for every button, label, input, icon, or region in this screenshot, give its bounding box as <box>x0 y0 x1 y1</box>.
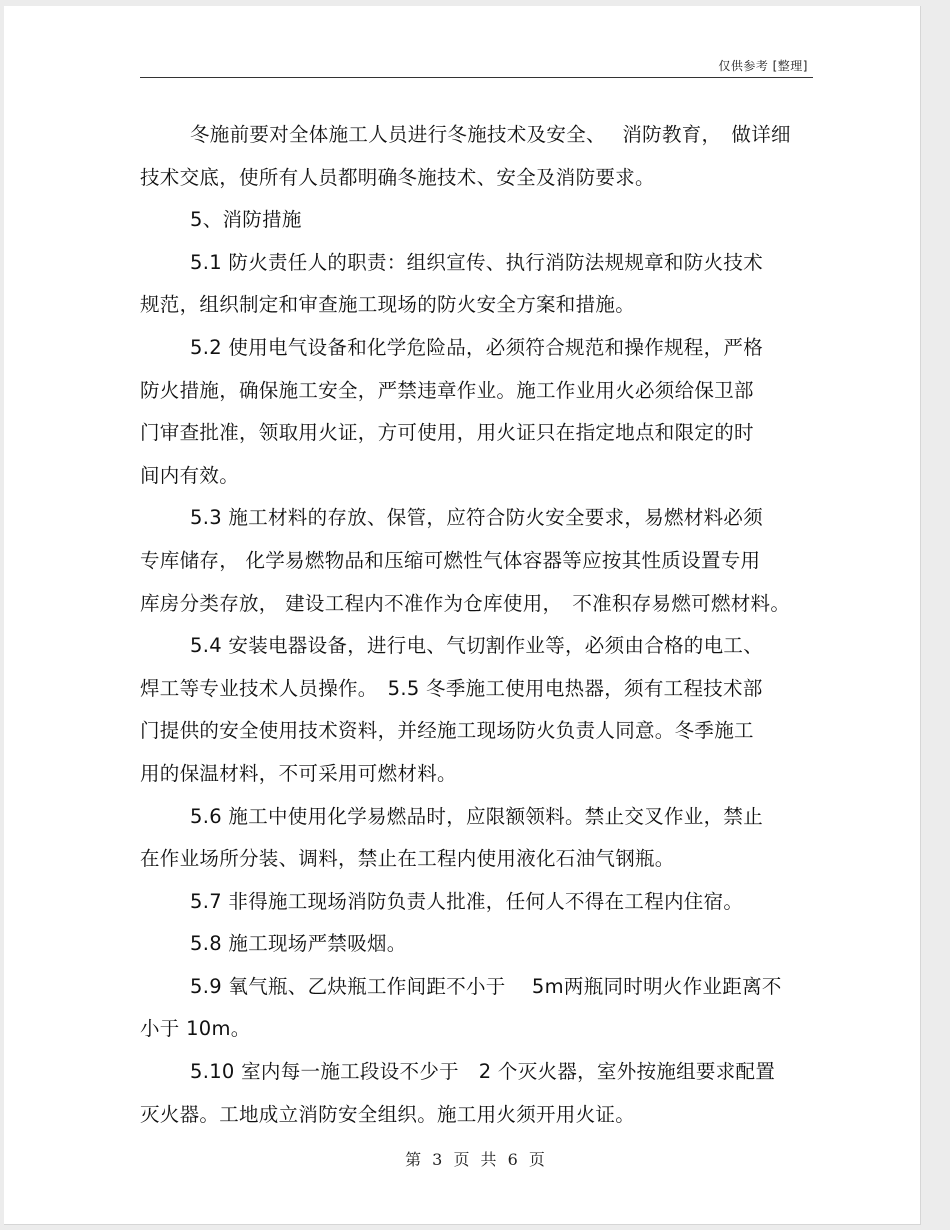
paragraph-line: 5.9 氧气瓶、乙炔瓶工作间距不小于 5m两瓶同时明火作业距离不 <box>190 974 782 998</box>
paragraph-line: 灭火器。工地成立消防安全组织。施工用火须开用火证。 <box>140 1102 636 1126</box>
paragraph-line: 5.3 施工材料的存放、保管，应符合防火安全要求，易燃材料必须 <box>190 506 764 530</box>
header-note: 仅供参考 [整理] <box>718 59 808 73</box>
paragraph-line: 门提供的安全使用技术资料，并经施工现场防火负责人同意。冬季施工 <box>140 719 754 743</box>
paragraph-line: 技术交底，使所有人员都明确冬施技术、安全及消防要求。 <box>140 165 655 189</box>
document-page <box>4 6 921 1225</box>
paragraph-line: 5.10 室内每一施工段设不少于 2 个灭火器，室外按施组要求配置 <box>190 1060 776 1084</box>
paragraph-line: 焊工等专业技术人员操作。 5.5 冬季施工使用电热器，须有工程技术部 <box>140 676 763 700</box>
page-number-footer: 第 3 页 共 6 页 <box>405 1150 545 1169</box>
paragraph-line: 5.6 施工中使用化学易燃品时，应限额领料。禁止交叉作业，禁止 <box>190 804 764 828</box>
paragraph-line: 5.8 施工现场严禁吸烟。 <box>190 932 407 956</box>
paragraph-line: 用的保温材料，不可采用可燃材料。 <box>140 761 457 785</box>
paragraph-line: 在作业场所分装、调料，禁止在工程内使用液化石油气钢瓶。 <box>140 847 675 871</box>
header-divider <box>140 77 813 78</box>
paragraph-line: 5.2 使用电气设备和化学危险品，必须符合规范和操作规程，严格 <box>190 335 764 359</box>
paragraph-line: 规范，组织制定和审查施工现场的防火安全方案和措施。 <box>140 293 636 317</box>
paragraph-line: 5.1 防火责任人的职责：组织宣传、执行消防法规规章和防火技术 <box>190 250 764 274</box>
paragraph-line: 间内有效。 <box>140 463 240 487</box>
paragraph-line: 小于 10m。 <box>140 1017 251 1041</box>
document-body <box>140 114 820 1136</box>
paragraph-line: 防火措施，确保施工安全，严禁违章作业。施工作业用火必须给保卫部 <box>140 378 754 402</box>
section-heading: 5、消防措施 <box>190 208 302 232</box>
paragraph-line: 5.4 安装电器设备，进行电、气切割作业等，必须由合格的电工、 <box>190 634 764 658</box>
paragraph-line: 冬施前要对全体施工人员进行冬施技术及安全、 消防教育， 做详细 <box>190 123 791 146</box>
paragraph-line: 5.7 非得施工现场消防负责人批准，任何人不得在工程内住宿。 <box>190 889 744 913</box>
paragraph-line: 专库储存， 化学易燃物品和压缩可燃性气体容器等应按其性质设置专用 <box>140 548 761 572</box>
paragraph-line: 门审查批准，领取用火证，方可使用，用火证只在指定地点和限定的时 <box>140 421 754 445</box>
paragraph-line: 库房分类存放， 建设工程内不准作为仓库使用， 不准积存易燃可燃材料。 <box>140 591 791 615</box>
